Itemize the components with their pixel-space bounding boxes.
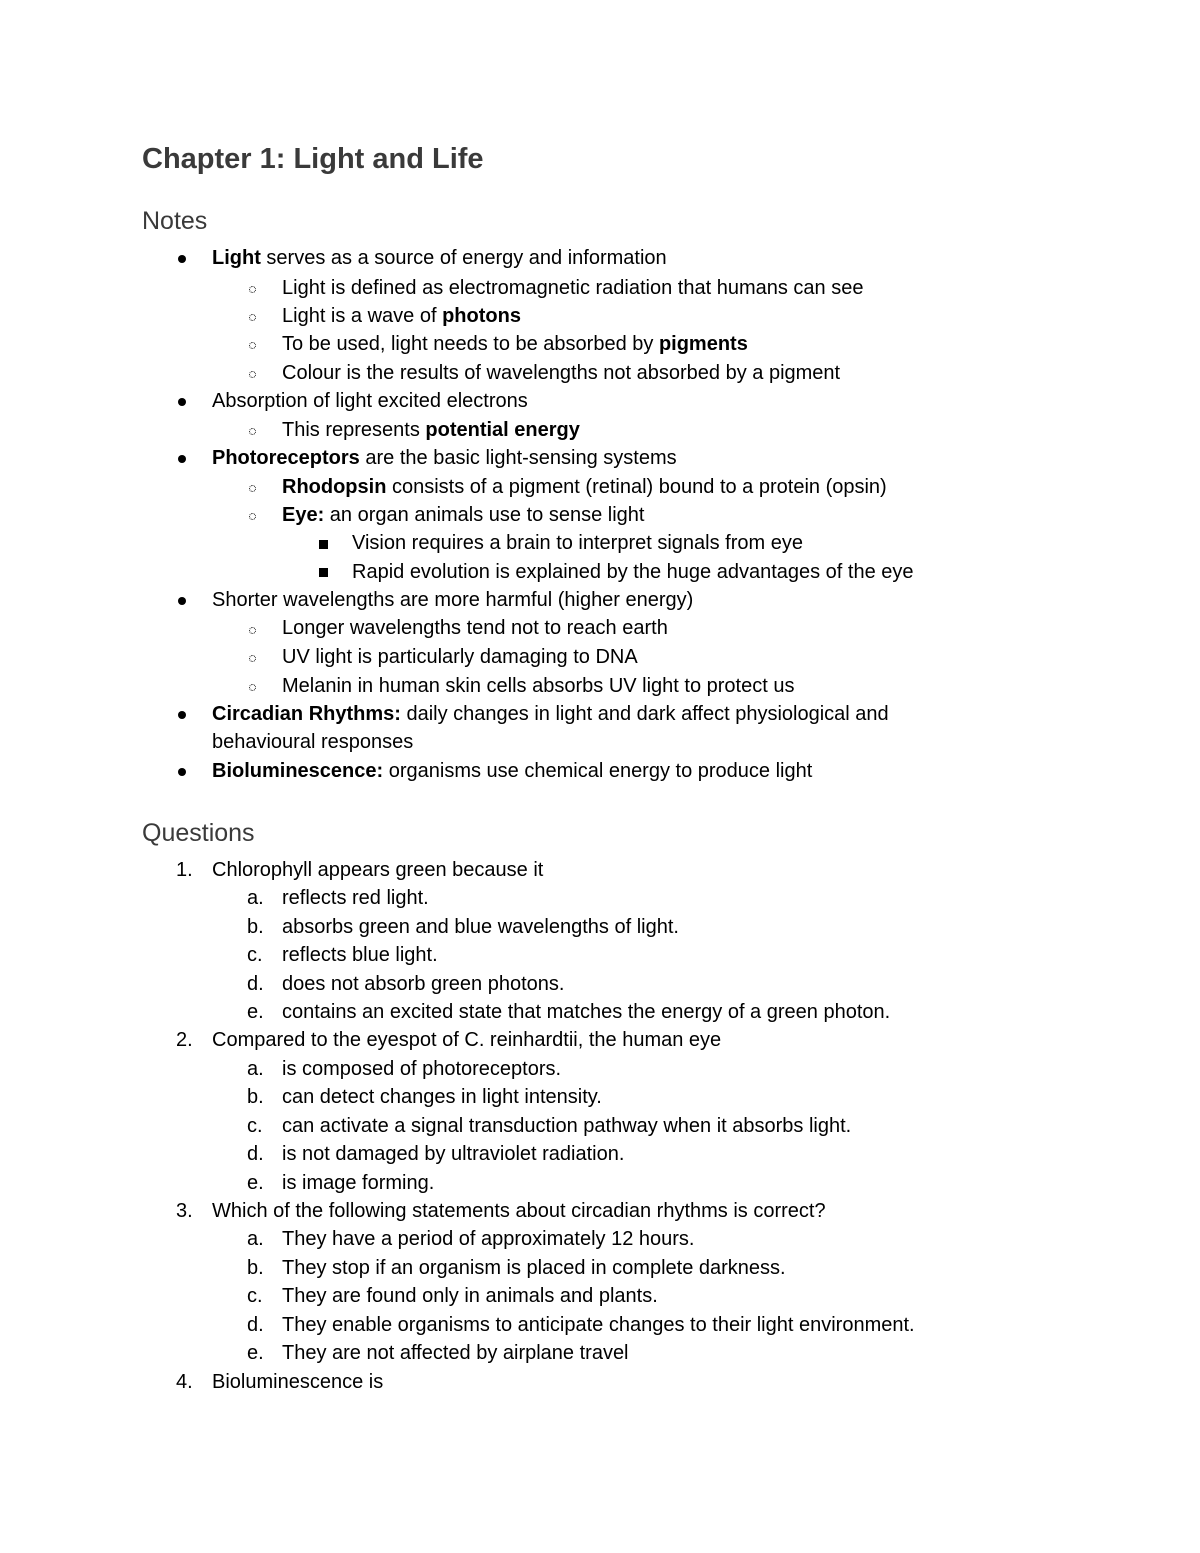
note-line: Rapid evolution is explained by the huge advantages of the eye [352,561,914,583]
bullet-dot-icon [178,455,186,463]
option-letter: a. [247,887,264,909]
question-number: 3. [176,1200,193,1222]
question-text: Which of the following statements about circadian rhythms is correct? [212,1200,826,1222]
note-line: UV light is particularly damaging to DNA [282,646,638,668]
bullet-dot-icon [178,398,186,406]
note-line: Longer wavelengths tend not to reach earth [282,617,668,639]
note-line: Photoreceptors are the basic light-sensing systems [212,447,677,469]
bullet-ring-icon [249,485,256,492]
option-text: reflects blue light. [282,944,438,966]
question-text: Chlorophyll appears green because it [212,859,544,881]
note-line: Shorter wavelengths are more harmful (higher energy) [212,589,694,611]
bullet-square-icon [319,568,328,577]
option-letter: b. [247,1257,264,1279]
note-line: Circadian Rhythms: daily changes in light and dark affect physiological and [212,703,889,725]
note-line: Absorption of light excited electrons [212,390,528,412]
bullet-ring-icon [249,627,256,634]
option-text: absorbs green and blue wavelengths of light. [282,916,679,938]
bullet-ring-icon [249,655,256,662]
option-text: They enable organisms to anticipate changes to their light environment. [282,1314,915,1336]
bullet-ring-icon [249,286,256,293]
question-number: 4. [176,1371,193,1393]
note-line: This represents potential energy [282,419,580,441]
bullet-ring-icon [249,684,256,691]
option-text: They are not affected by airplane travel [282,1342,629,1364]
option-text: does not absorb green photons. [282,973,565,995]
option-letter: a. [247,1228,264,1250]
question-text: Bioluminescence is [212,1371,384,1393]
option-letter: b. [247,916,264,938]
page-title: Chapter 1: Light and Life [142,143,484,175]
option-text: contains an excited state that matches the energy of a green photon. [282,1001,891,1023]
option-letter: e. [247,1001,264,1023]
option-text: They stop if an organism is placed in complete darkness. [282,1257,786,1279]
question-text: Compared to the eyespot of C. reinhardtii, the human eye [212,1029,722,1051]
note-line: Melanin in human skin cells absorbs UV light to protect us [282,675,795,697]
question-number: 1. [176,859,193,881]
option-letter: a. [247,1058,264,1080]
note-line: Bioluminescence: organisms use chemical energy to produce light [212,760,813,782]
bullet-ring-icon [249,371,256,378]
option-text: They have a period of approximately 12 hours. [282,1228,695,1250]
note-line: Light serves as a source of energy and information [212,247,667,269]
note-line: Colour is the results of wavelengths not absorbed by a pigment [282,362,841,384]
questions-heading: Questions [142,819,255,847]
note-line: behavioural responses [212,731,414,753]
bullet-dot-icon [178,711,186,719]
bullet-ring-icon [249,314,256,321]
note-line: Rhodopsin consists of a pigment (retinal) bound to a protein (opsin) [282,476,887,498]
note-line: Eye: an organ animals use to sense light [282,504,645,526]
option-text: is not damaged by ultraviolet radiation. [282,1143,625,1165]
bullet-ring-icon [249,342,256,349]
option-letter: b. [247,1086,264,1108]
option-text: is composed of photoreceptors. [282,1058,562,1080]
bullet-ring-icon [249,428,256,435]
option-text: can detect changes in light intensity. [282,1086,602,1108]
option-letter: d. [247,973,264,995]
option-letter: e. [247,1172,264,1194]
option-letter: e. [247,1342,264,1364]
note-line: To be used, light needs to be absorbed by pigments [282,333,748,355]
note-line: Light is a wave of photons [282,305,521,327]
option-letter: c. [247,1285,263,1307]
option-letter: c. [247,944,263,966]
option-text: is image forming. [282,1172,435,1194]
option-letter: d. [247,1143,264,1165]
option-text: can activate a signal transduction pathway when it absorbs light. [282,1115,852,1137]
note-line: Vision requires a brain to interpret signals from eye [352,532,803,554]
note-line: Light is defined as electromagnetic radiation that humans can see [282,277,864,299]
option-text: They are found only in animals and plants. [282,1285,658,1307]
bullet-square-icon [319,540,328,549]
option-letter: c. [247,1115,263,1137]
bullet-dot-icon [178,597,186,605]
option-text: reflects red light. [282,887,429,909]
notes-heading: Notes [142,207,208,235]
option-letter: d. [247,1314,264,1336]
bullet-ring-icon [249,513,256,520]
bullet-dot-icon [178,768,186,776]
bullet-dot-icon [178,255,186,263]
question-number: 2. [176,1029,193,1051]
